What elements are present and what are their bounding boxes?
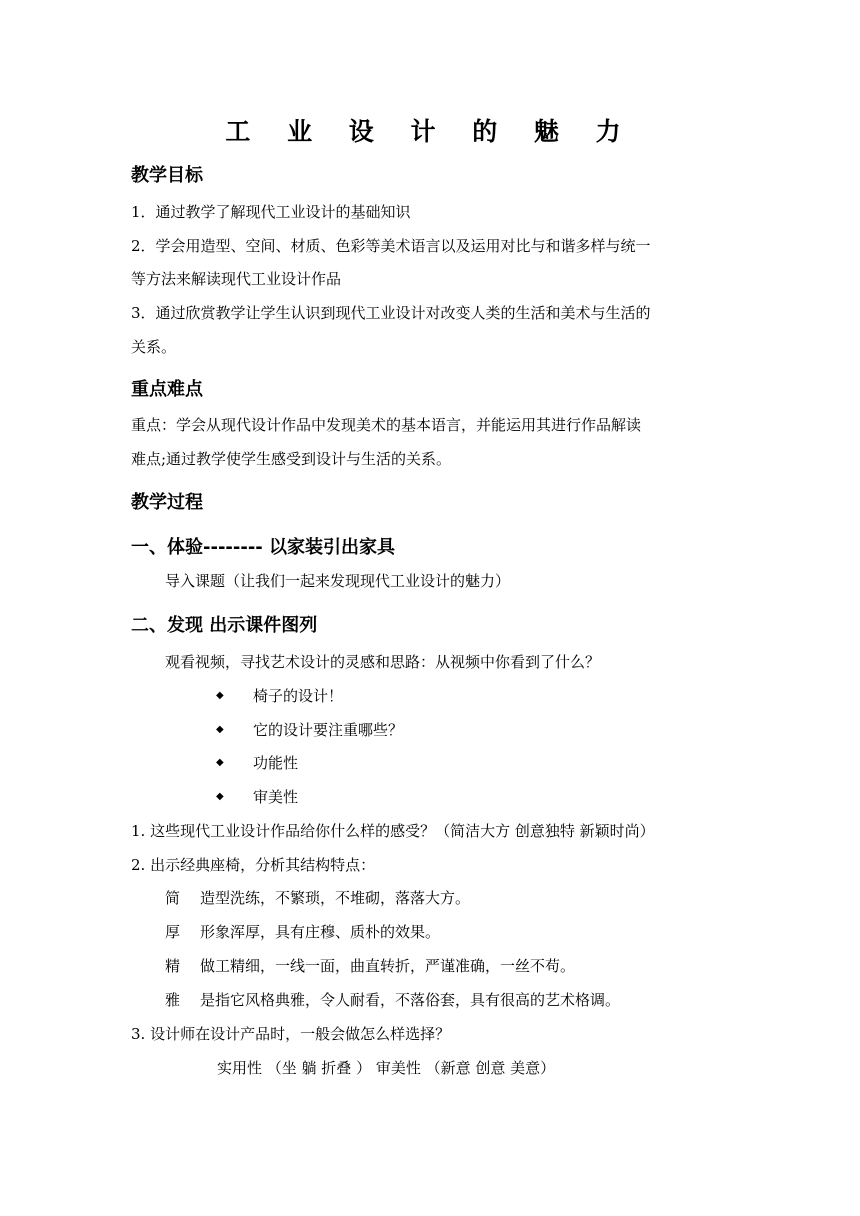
step2-intro: 观看视频，寻找艺术设计的灵感和思路：从视频中你看到了什么？ [165, 653, 601, 671]
bullet-item: 椅子的设计！ [253, 687, 344, 705]
feature-char: 精 [165, 957, 181, 975]
bullet-item: 功能性 [253, 754, 299, 772]
step1-heading: 一、体验-------- 以家装引出家具 [131, 537, 396, 558]
objective-line-1: 1．通过教学了解现代工业设计的基础知识 [131, 203, 411, 221]
step1-intro: 导入课题（让我们一起来发现现代工业设计的魅力） [165, 572, 511, 590]
key-points-heading: 重点难点 [131, 379, 203, 400]
feature-text: 做工精细，一线一面，曲直转折，严谨准确，一丝不苟。 [200, 957, 576, 975]
bullet-item: 审美性 [253, 788, 299, 806]
feature-char: 雅 [165, 991, 181, 1009]
objective-line-2: 2．学会用造型、空间、材质、色彩等美术语言以及运用对比与和谐多样与统一 [131, 237, 651, 255]
bullet-diamond-icon: ◆ [216, 690, 224, 701]
question-1: 1. 这些现代工业设计作品给你什么样的感受？（简洁大方 创意独特 新颖时尚） [131, 822, 655, 840]
bullet-item: 它的设计要注重哪些？ [253, 721, 404, 739]
step2-heading: 二、发现 出示课件图列 [131, 615, 318, 636]
question-2: 2. 出示经典座椅，分析其结构特点： [131, 856, 376, 874]
choice-line: 实用性 （坐 躺 折叠 ） 审美性 （新意 创意 美意） [217, 1059, 556, 1077]
process-heading: 教学过程 [131, 492, 203, 513]
objectives-heading: 教学目标 [131, 165, 203, 186]
document-title: 工 业 设 计 的 魅 力 [225, 117, 635, 146]
feature-char: 简 [165, 889, 181, 907]
feature-text: 是指它风格典雅，令人耐看，不落俗套，具有很高的艺术格调。 [200, 991, 621, 1009]
objective-line-3: 等方法来解读现代工业设计作品 [131, 270, 342, 288]
difficulty-line: 难点;通过教学使学生感受到设计与生活的关系。 [131, 450, 452, 468]
objective-line-5: 关系。 [131, 338, 177, 356]
objective-line-4: 3．通过欣赏教学让学生认识到现代工业设计对改变人类的生活和美术与生活的 [131, 304, 651, 322]
question-3: 3. 设计师在设计产品时，一般会做怎么样选择？ [131, 1025, 451, 1043]
bullet-diamond-icon: ◆ [216, 757, 224, 768]
bullet-diamond-icon: ◆ [216, 791, 224, 802]
feature-text: 形象浑厚，具有庄穆、质朴的效果。 [200, 923, 441, 941]
bullet-diamond-icon: ◆ [216, 724, 224, 735]
feature-text: 造型洗练，不繁琐，不堆砌，落落大方。 [200, 889, 471, 907]
feature-char: 厚 [165, 923, 181, 941]
key-point-line: 重点：学会从现代设计作品中发现美术的基本语言，并能运用其进行作品解读 [131, 416, 642, 434]
